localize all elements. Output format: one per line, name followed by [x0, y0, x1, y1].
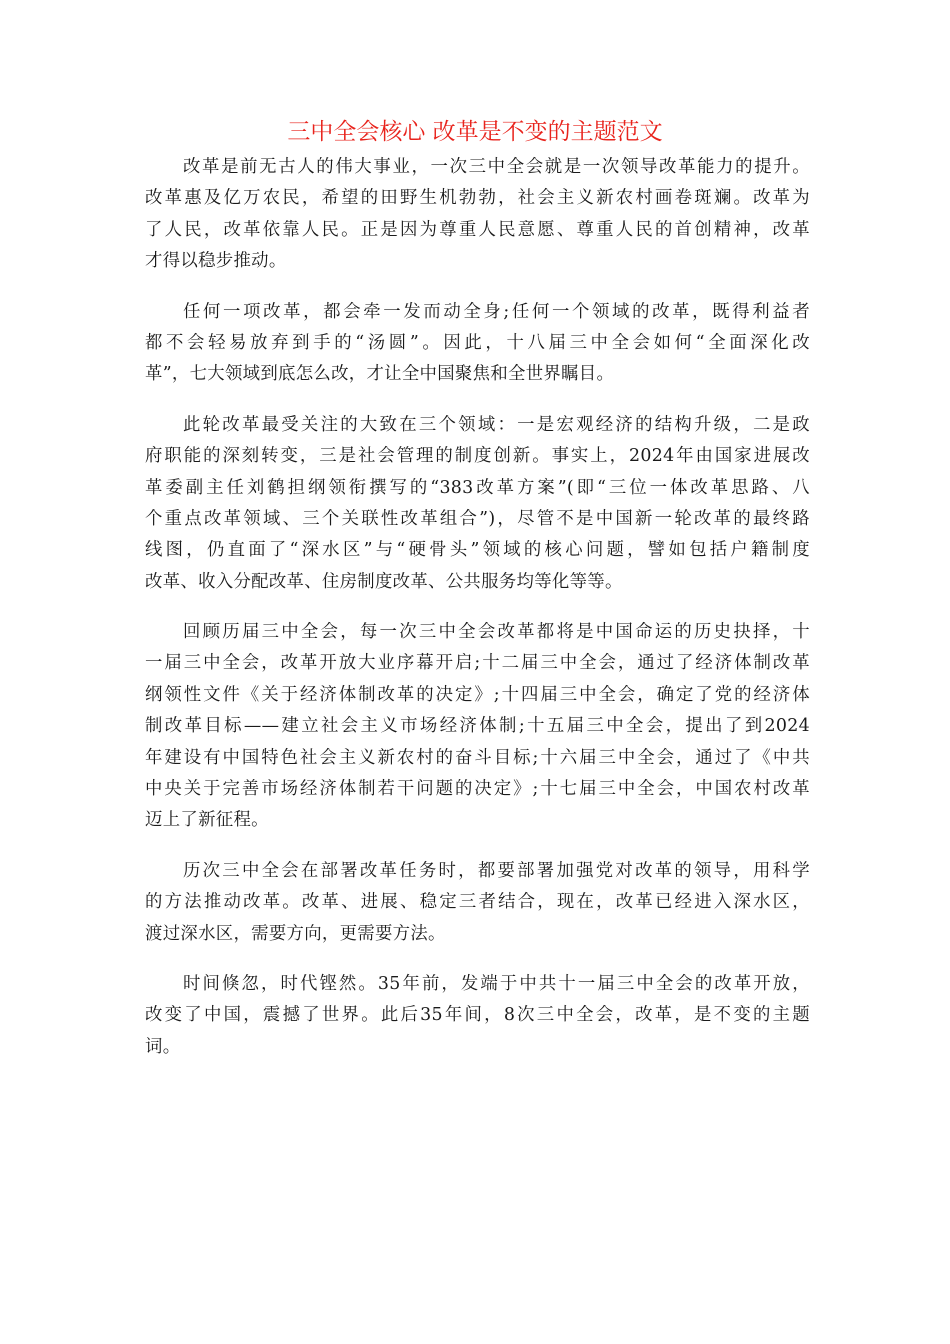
- paragraph-line: 都不会轻易放弃到手的“汤圆”。因此，十八届三中全会如何“全面深化改: [145, 332, 810, 353]
- paragraph-line: 中央关于完善市场经济体制若干问题的决定》;十七届三中全会，中国农村改革: [145, 779, 810, 800]
- paragraph-line: 的方法推动改革。改革、进展、稳定三者结合，现在，改革已经进入深水区，: [145, 892, 810, 913]
- paragraph-line: 线图，仍直面了“深水区”与“硬骨头”领域的核心问题，譬如包括户籍制度: [145, 540, 810, 561]
- paragraph-line: 改革是前无古人的伟大事业，一次三中全会就是一次领导改革能力的提升。: [183, 157, 810, 177]
- paragraph: [145, 856, 810, 950]
- paragraph: [145, 152, 810, 278]
- paragraph: [145, 617, 810, 837]
- paragraph-line: 革”，七大领域到底怎么改，才让全中国聚焦和全世界瞩目。: [145, 364, 615, 385]
- paragraph-line: 才得以稳步推动。: [145, 251, 287, 272]
- paragraph-line: 府职能的深刻转变，三是社会管理的制度创新。事实上，2024年由国家进展改: [145, 446, 810, 467]
- paragraph-line: 时间倏忽，时代铿然。35年前，发端于中共十一届三中全会的改革开放，: [183, 973, 810, 994]
- document-title: 三中全会核心 改革是不变的主题范文: [287, 119, 663, 145]
- paragraph-line: 个重点改革领域、三个关联性改革组合”)，尽管不是中国新一轮改革的最终路: [145, 508, 810, 529]
- paragraph-line: 词。: [145, 1036, 181, 1057]
- paragraph-line: 纲领性文件《关于经济体制改革的决定》;十四届三中全会，确定了党的经济体: [145, 684, 810, 705]
- paragraph: [145, 410, 810, 598]
- paragraph-line: 革委副主任刘鹤担纲领衔撰写的“383改革方案”(即“三位一体改革思路、八: [145, 477, 810, 498]
- paragraph-line: 回顾历届三中全会，每一次三中全会改革都将是中国命运的历史抉择，十: [183, 622, 810, 643]
- paragraph: [145, 969, 810, 1063]
- paragraph-line: 渡过深水区，需要方向，更需要方法。: [145, 923, 446, 944]
- paragraph-line: 改革、收入分配改革、住房制度改革、公共服务均等化等等。: [145, 571, 623, 592]
- paragraph-line: 改革惠及亿万农民，希望的田野生机勃勃，社会主义新农村画卷斑斓。改革为: [145, 188, 810, 209]
- paragraph-line: 历次三中全会在部署改革任务时，都要部署加强党对改革的领导，用科学: [183, 860, 810, 881]
- paragraph: [145, 297, 810, 391]
- document-body: [145, 152, 810, 1082]
- paragraph-line: 改变了中国，震撼了世界。此后35年间，8次三中全会，改革，是不变的主题: [145, 1005, 810, 1026]
- paragraph-line: 一届三中全会，改革开放大业序幕开启;十二届三中全会，通过了经济体制改革: [145, 653, 810, 674]
- paragraph-line: 了人民，改革依靠人民。正是因为尊重人民意愿、尊重人民的首创精神，改革: [145, 219, 810, 240]
- paragraph-line: 制改革目标——建立社会主义市场经济体制;十五届三中全会，提出了到2024: [145, 716, 810, 737]
- paragraph-line: 年建设有中国特色社会主义新农村的奋斗目标;十六届三中全会，通过了《中共: [145, 747, 810, 768]
- paragraph-line: 任何一项改革，都会牵一发而动全身;任何一个领域的改革，既得利益者: [183, 301, 810, 322]
- paragraph-line: 迈上了新征程。: [145, 810, 269, 831]
- paragraph-line: 此轮改革最受关注的大致在三个领域：一是宏观经济的结构升级，二是政: [183, 414, 810, 435]
